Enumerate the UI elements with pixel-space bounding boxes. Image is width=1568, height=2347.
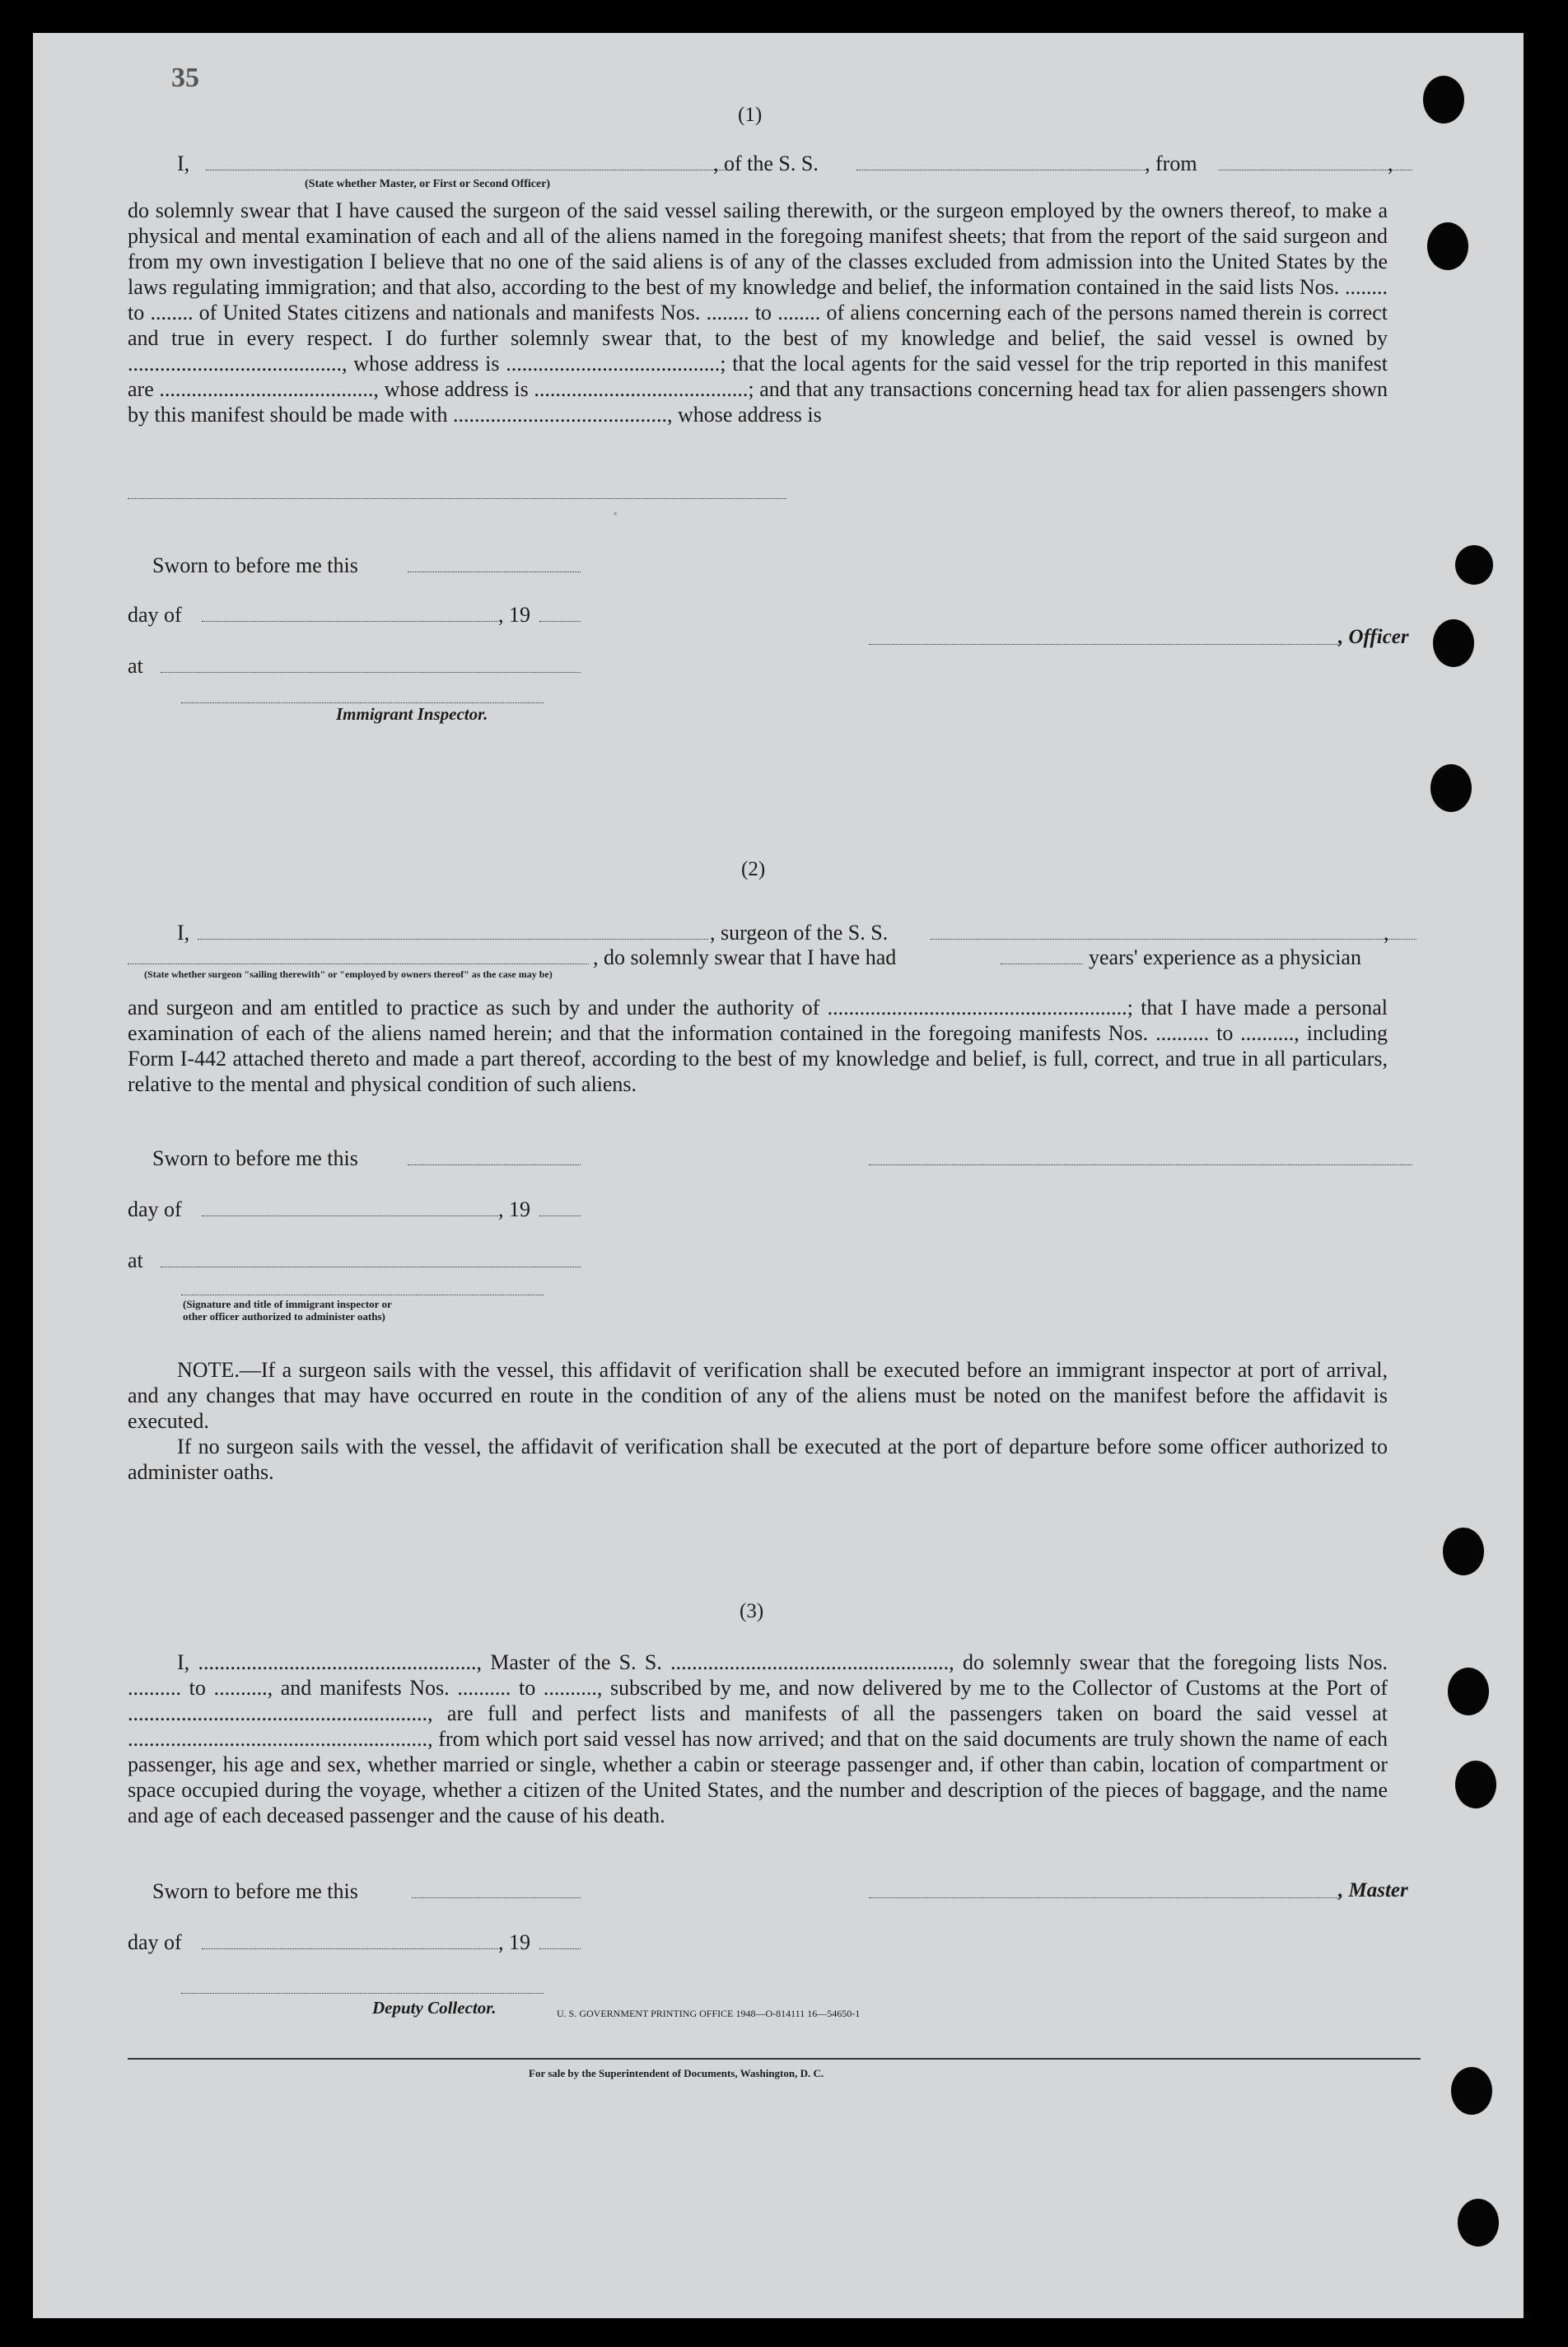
gpo-imprint: U. S. GOVERNMENT PRINTING OFFICE 1948—O-814111 16—54650-1 <box>557 2008 861 2019</box>
signature-caption-line-1: (Signature and title of immigrant inspector or <box>183 1298 392 1310</box>
day-of-field-1[interactable] <box>202 621 498 622</box>
sale-notice: For sale by the Superintendent of Documents, Washington, D. C. <box>529 2067 824 2079</box>
day-of-label-3: day of <box>128 1930 182 1954</box>
at-label-1: at <box>128 654 143 678</box>
day-of-label-1: day of <box>128 603 182 627</box>
year-label-3: , 19 <box>498 1930 530 1954</box>
surgeon-caption: (State whether surgeon "sailing therewith" or "employed by owners thereof" as the case may be) <box>144 968 553 980</box>
note-paragraph-2: If no surgeon sails with the vessel, the affidavit of verification shall be executed at the port of departure before some officer authorized to administer oaths. <box>128 1435 1388 1484</box>
section-3-oath-text: I, ...................................................., Master of the S. S. ...................................................., do solemnly swear that the foregoing lists Nos. .......... to .........., and manifests Nos. .......... to .........., subscribed by me, and now delivered by me to the Collector of Customs at the Port of ........................................................, are full and perfect lists and manifests of all the passengers taken on board the said vessel at ........................................................, from which port said vessel has now arrived; and that on the said documents are truly shown the name of each passenger, his age and sex, whether married or single, whether a cabin or steerage passenger and, if other than cabin, location of compartment or space occupied during the voyage, whether a citizen of the United States, and the number and description of the pieces of baggage, and the name and age of each deceased passenger and the cause of his death. <box>128 1650 1388 1827</box>
sworn-label-1: Sworn to before me this <box>152 553 358 577</box>
master-signature-field[interactable] <box>869 1897 1338 1898</box>
punch-hole <box>1433 619 1474 667</box>
officer-label: , Officer <box>1338 626 1409 648</box>
manifest-page <box>33 33 1524 2318</box>
year-field-2[interactable] <box>539 1215 581 1216</box>
deputy-collector-label: Deputy Collector. <box>372 1998 497 2018</box>
deputy-signature-field[interactable] <box>181 1993 544 1994</box>
year-label-1: , 19 <box>498 603 530 627</box>
inspector-signature-field[interactable] <box>181 702 544 703</box>
from-label: , from <box>1145 152 1197 175</box>
section-1-heading: (1) <box>738 104 763 126</box>
year-field-1[interactable] <box>539 621 581 622</box>
section-2-oath-text: and surgeon and am entitled to practice as such by and under the authority of ........................................................; that I have made a personal examination of each of the aliens named herein; and that the information contained in the foregoing manifests Nos. .......... to .........., including Form I-442 attached thereto and made a part thereof, according to the best of my knowledge and belief, is full, correct, and true in all particulars, relative to the mental and physical condition of such aliens. <box>128 996 1388 1096</box>
officer-caption: (State whether Master, or First or Second Officer) <box>305 178 551 190</box>
solemnly-swear-label: , do solemnly swear that I have had <box>593 945 897 969</box>
master-label: , Master <box>1338 1879 1408 1901</box>
day-of-field-3[interactable] <box>202 1948 498 1949</box>
corner-number: 35 <box>171 63 199 93</box>
section-1-oath-text: do solemnly swear that I have caused the surgeon of the said vessel sailing therewith, or the surgeon employed by the owners thereof, to make a physical and mental examination of each and all of the aliens named in the foregoing manifest sheets; that from the report of the said surgeon and from my own investigation I believe that no one of the said aliens is of any of the classes excluded from admission into the United States by the laws regulating immigration; and that also, according to the best of my knowledge and belief, the information contained in the said lists Nos. ........ to ........ of United States citizens and nationals and manifests Nos. ........ to ........ of aliens concerning each of the persons named therein is correct and true in every respect. I do further solemnly swear that, to the best of my knowledge and belief, the said vessel is owned by ........................................, whose address is ........................................; that the local agents for the said vessel for the trip reported in this manifest are ........................................, whose address is ........................................; and that any transactions concerning head tax for alien passengers shown by this manifest should be made with ........................................, whose address is <box>128 198 1388 427</box>
punch-hole <box>1451 2067 1492 2115</box>
footer-rule <box>128 2058 1421 2060</box>
section-3-heading: (3) <box>740 1600 764 1622</box>
officer-line-label: I, <box>177 152 190 175</box>
comma: , <box>1388 152 1393 175</box>
sworn-label-2: Sworn to before me this <box>152 1146 358 1170</box>
punch-hole <box>1458 2199 1499 2247</box>
punch-hole <box>1455 1761 1496 1808</box>
vessel-label: , of the S. S. <box>713 152 819 175</box>
surgeon-vessel-field[interactable] <box>931 939 1416 940</box>
years-experience-label: years' experience as a physician <box>1089 945 1361 969</box>
bleed-through-text: · <box>609 502 623 525</box>
punch-hole <box>1443 1528 1484 1575</box>
year-field-3[interactable] <box>539 1948 581 1949</box>
officer-signature-field[interactable] <box>869 644 1338 645</box>
at-field-1[interactable] <box>161 672 581 673</box>
note-paragraph-1: NOTE.—If a surgeon sails with the vessel, this affidavit of verification shall be executed before an immigrant inspector at port of arrival, and any changes that may have occurred en route in the condition of any of the aliens must be noted on the manifest before the affidavit is executed. <box>128 1358 1388 1433</box>
sworn-day-field-3[interactable] <box>412 1897 581 1898</box>
address-continuation-field[interactable] <box>128 498 786 499</box>
year-label-2: , 19 <box>498 1197 530 1221</box>
punch-hole <box>1423 76 1464 124</box>
at-label-2: at <box>128 1248 143 1272</box>
immigrant-inspector-label: Immigrant Inspector. <box>336 704 488 724</box>
comma: , <box>1384 921 1389 945</box>
punch-hole <box>1427 222 1468 270</box>
punch-hole <box>1430 764 1472 812</box>
punch-hole <box>1455 545 1493 585</box>
punch-hole <box>1448 1668 1489 1715</box>
surgeon-line-label: I, <box>177 921 190 945</box>
sworn-label-3: Sworn to before me this <box>152 1879 358 1903</box>
section-2-heading: (2) <box>741 858 766 880</box>
sworn-day-field-2[interactable] <box>408 1164 581 1165</box>
surgeon-vessel-label: , surgeon of the S. S. <box>710 921 889 945</box>
surgeon-name-field[interactable] <box>198 939 708 940</box>
day-of-label-2: day of <box>128 1197 182 1221</box>
day-of-field-2[interactable] <box>202 1215 498 1216</box>
signature-caption-line-2: other officer authorized to administer oaths) <box>183 1310 385 1323</box>
surgeon-signature-field[interactable] <box>869 1164 1412 1165</box>
